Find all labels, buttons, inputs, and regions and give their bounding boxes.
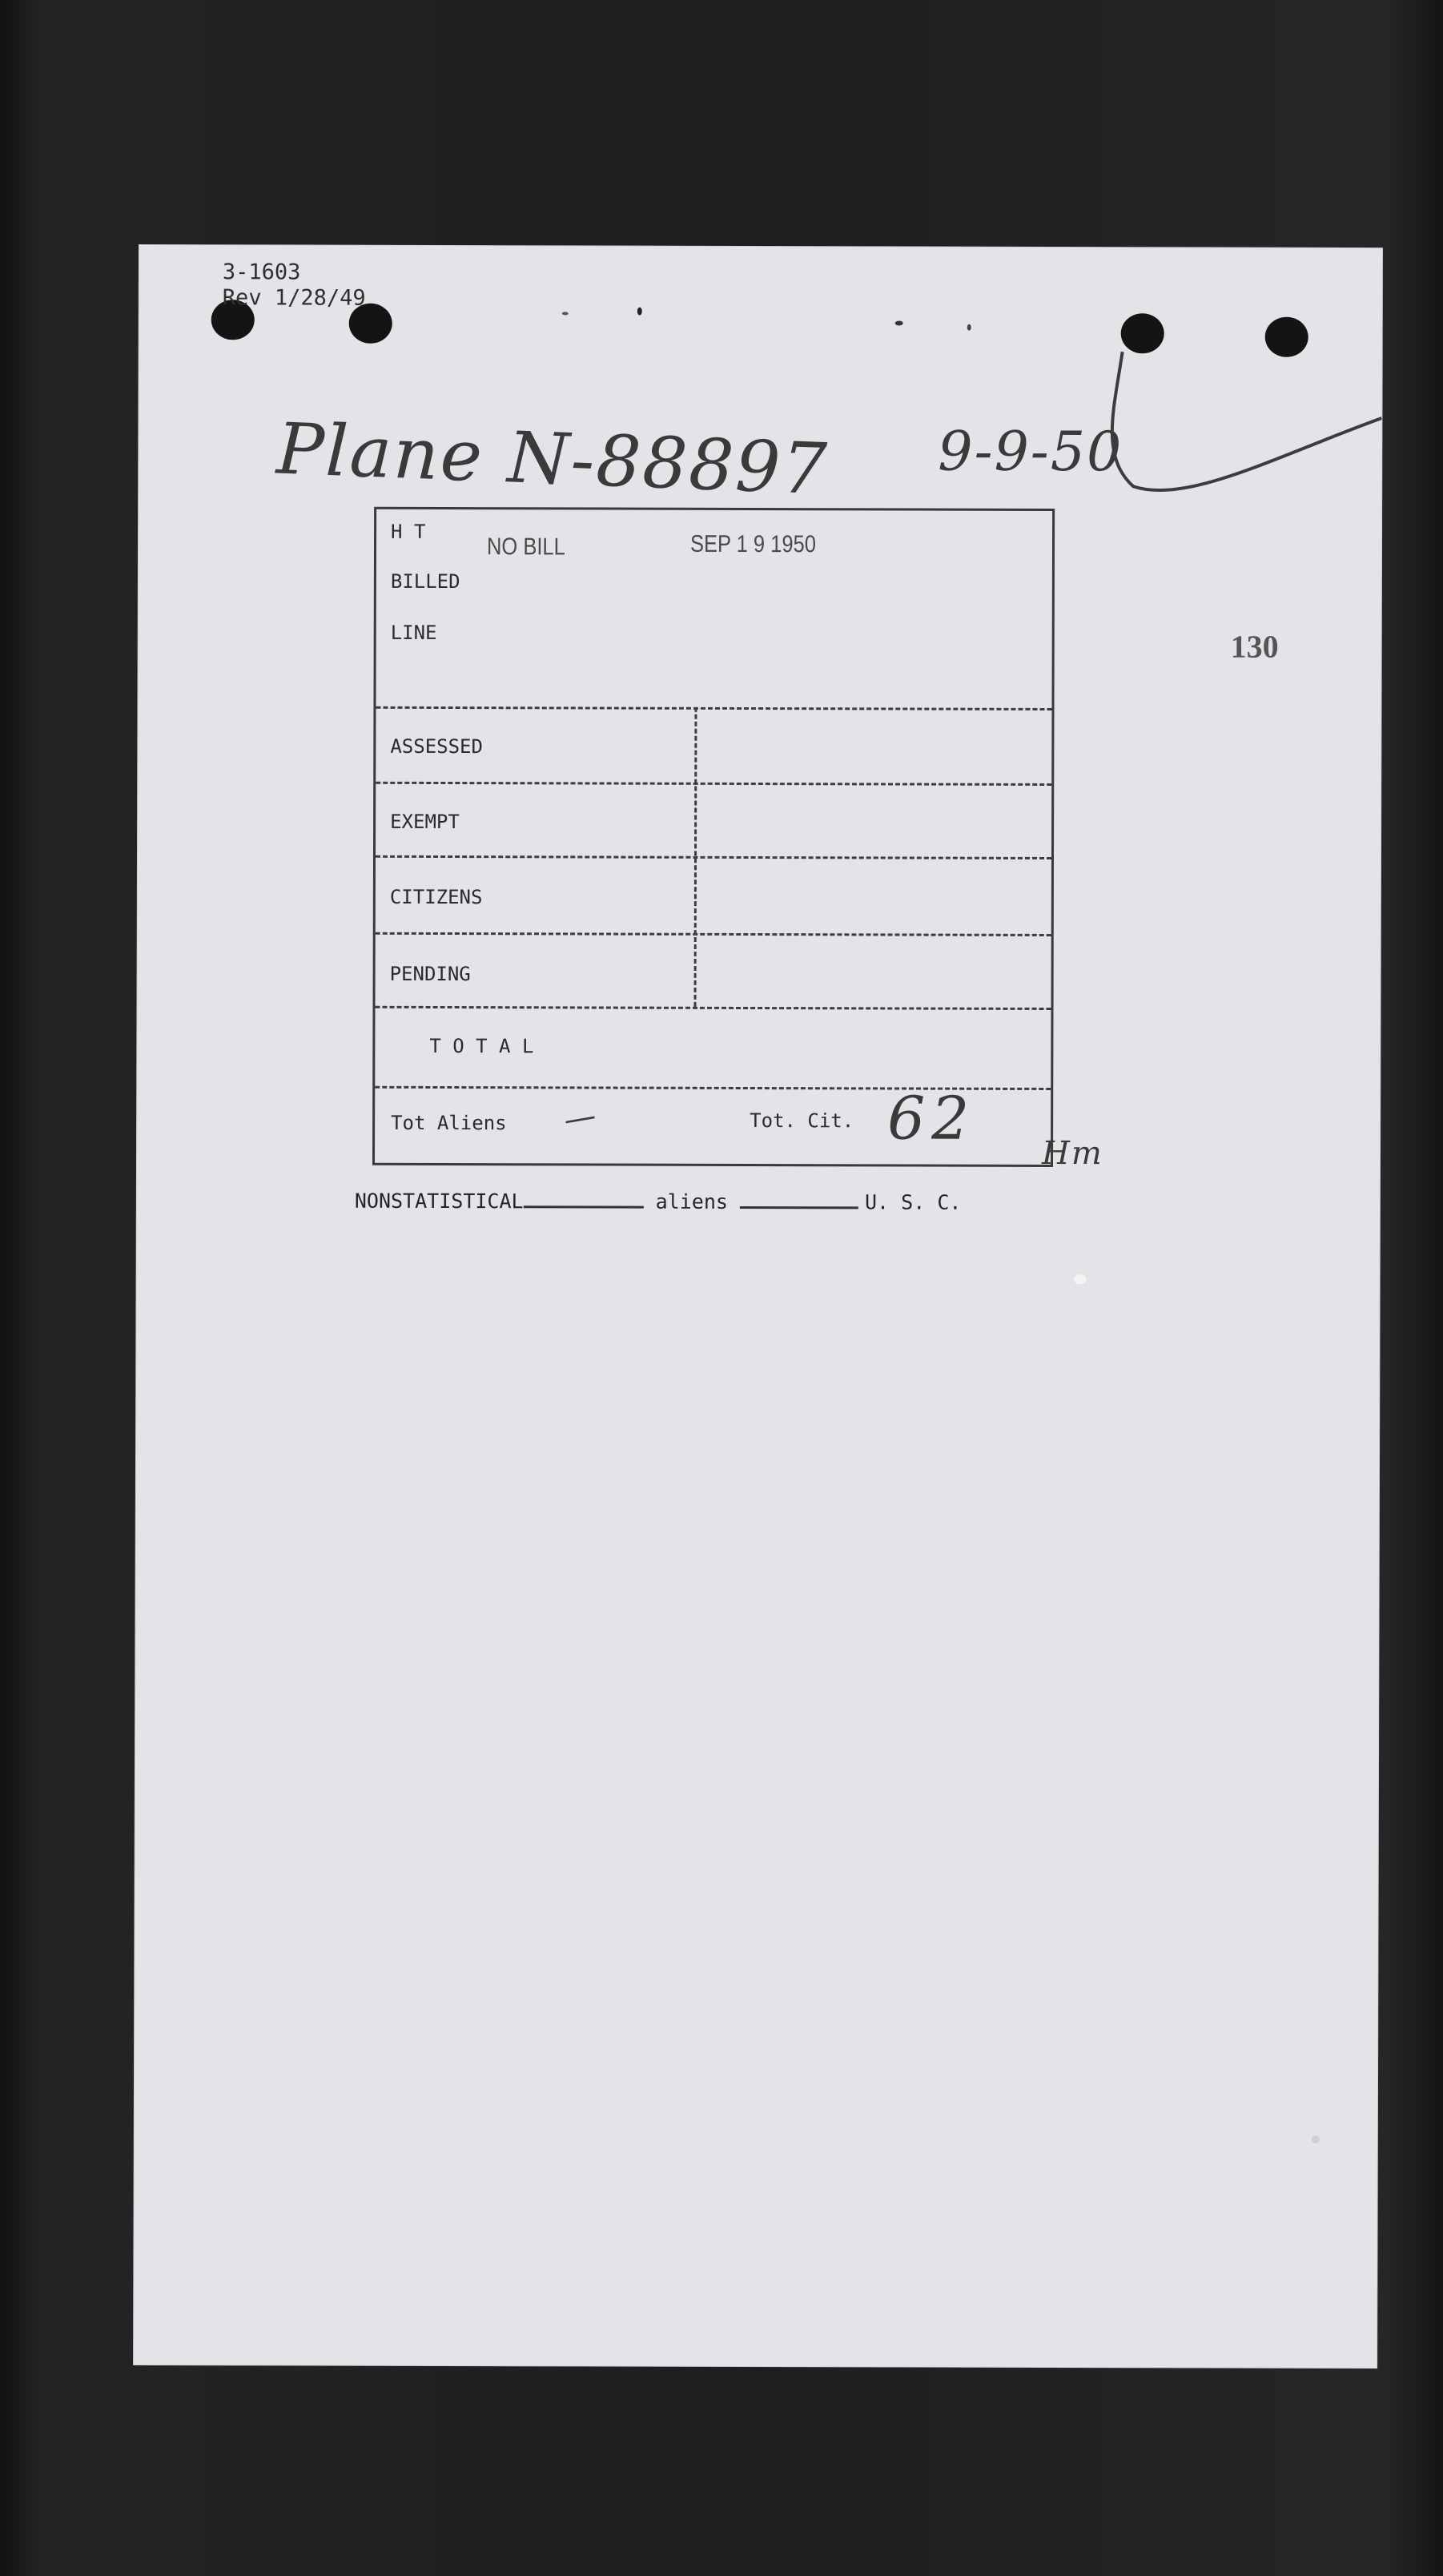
handwritten-tot-cit: 62 bbox=[887, 1084, 976, 1153]
form-revision: Rev 1/28/49 bbox=[222, 285, 366, 311]
handwritten-tot-aliens: — bbox=[561, 1097, 601, 1139]
label-ht: H T bbox=[391, 520, 426, 543]
row-label-pending: PENDING bbox=[389, 962, 471, 986]
ink-speck bbox=[895, 320, 903, 325]
aliens-blank bbox=[740, 1205, 858, 1209]
handwritten-stroke bbox=[1099, 336, 1382, 513]
form-number: 3-1603 bbox=[222, 260, 301, 285]
manifest-card bbox=[134, 245, 1382, 2368]
ink-speck bbox=[967, 324, 971, 331]
form-grid bbox=[372, 507, 1055, 1167]
form-code bbox=[223, 260, 366, 311]
row-label-exempt: EXEMPT bbox=[390, 810, 460, 834]
divider-header bbox=[376, 706, 1051, 710]
divider-assessed bbox=[376, 782, 1051, 786]
row-label-assessed: ASSESSED bbox=[390, 735, 483, 759]
divider-pending bbox=[376, 1006, 1051, 1010]
paper-speck bbox=[1312, 2135, 1320, 2143]
stamp-received-date: SEP 1 9 1950 bbox=[689, 530, 816, 558]
tot-aliens-label: Tot Aliens bbox=[391, 1111, 507, 1135]
nonstatistical-line bbox=[355, 1189, 962, 1214]
ink-speck bbox=[562, 312, 569, 315]
stamp-no-bill: NO BILL bbox=[486, 533, 565, 561]
column-divider bbox=[694, 707, 697, 1007]
nonstatistical-blank bbox=[524, 1205, 644, 1208]
handwritten-initials: Hm bbox=[1041, 1134, 1103, 1173]
aliens-label: aliens bbox=[655, 1189, 729, 1214]
page-number: 130 bbox=[1230, 628, 1279, 665]
usc-label: U. S. C. bbox=[864, 1190, 962, 1214]
divider-exempt bbox=[376, 855, 1051, 859]
ink-speck bbox=[637, 308, 642, 316]
row-label-citizens: CITIZENS bbox=[389, 885, 483, 909]
divider-citizens bbox=[376, 932, 1051, 936]
total-label: T O T A L bbox=[429, 1034, 534, 1058]
label-billed: BILLED bbox=[390, 570, 460, 594]
handwritten-plane: Plane N-88897 bbox=[275, 407, 830, 511]
label-line: LINE bbox=[390, 621, 437, 644]
handwritten-date: 9-9-50 bbox=[938, 420, 1123, 485]
nonstatistical-label: NONSTATISTICAL bbox=[354, 1189, 524, 1214]
paper-speck bbox=[1074, 1274, 1087, 1284]
tot-cit-label: Tot. Cit. bbox=[750, 1109, 854, 1133]
